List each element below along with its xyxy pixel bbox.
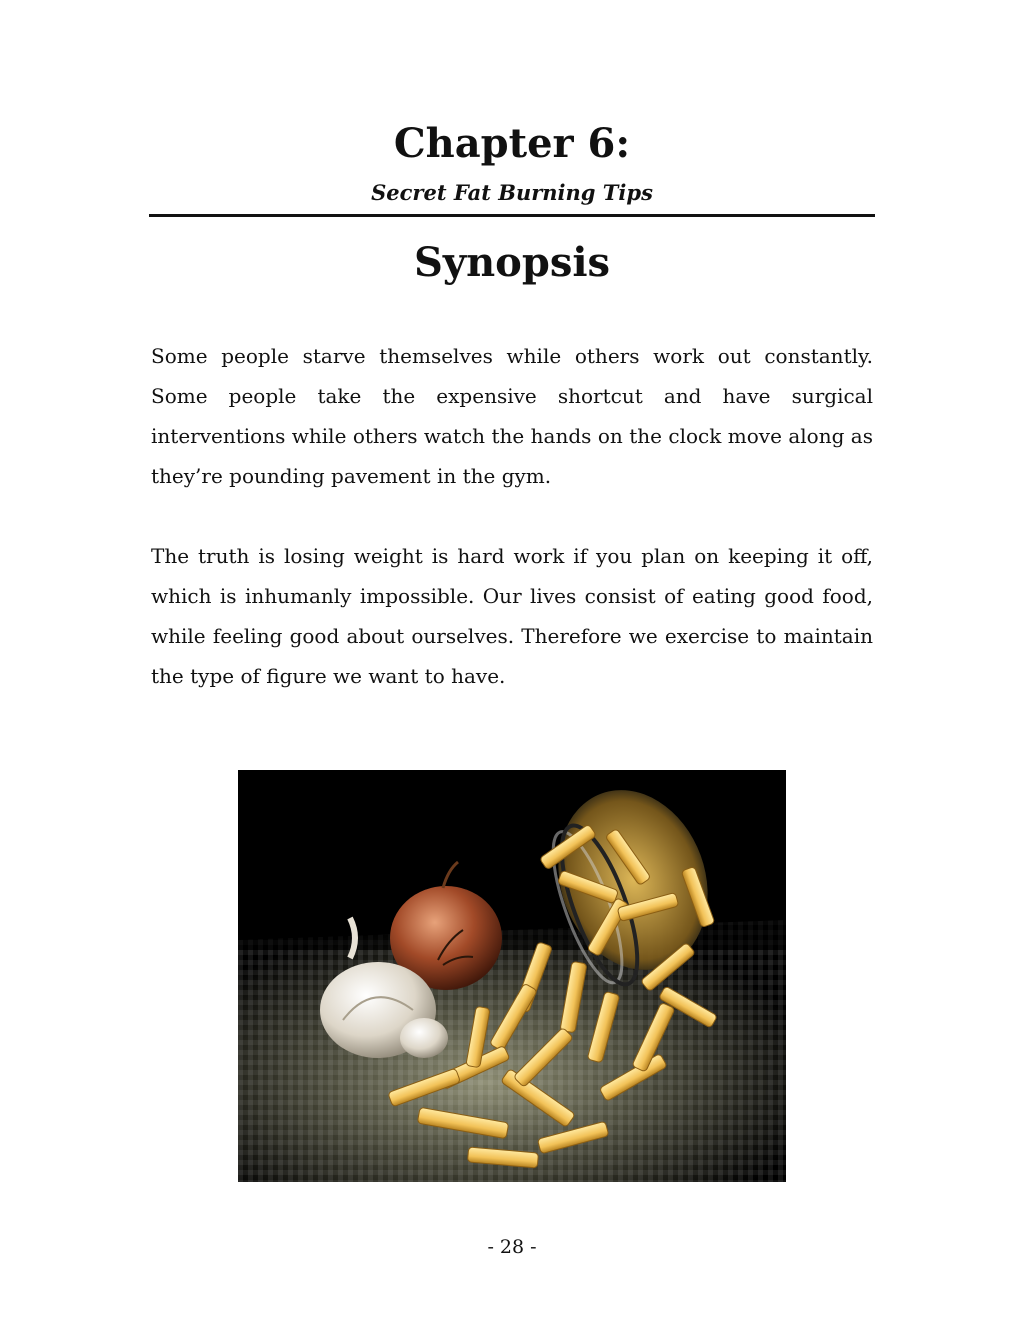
paragraph: The truth is losing weight is hard work if you plan on keeping it off, which is inhumanly impossible. Our lives consist of eating good food, while feeling good about ourselves. Therefore we exercise to maintain the type of figure we want to have. [151, 544, 873, 688]
chapter-subtitle: Secret Fat Burning Tips [371, 180, 653, 205]
page-number: - 28 - [487, 1236, 537, 1258]
pasta-garlic-onion-photo [238, 770, 786, 1182]
divider [149, 214, 875, 217]
paragraph: Some people starve themselves while others work out constantly. Some people take the expensive shortcut and have surgical interventions while others watch the hands on the clock move along as they’re pounding pavement in the gym. [151, 344, 873, 488]
section-title: Synopsis [413, 239, 611, 286]
chapter-title: Chapter 6: [393, 120, 631, 167]
